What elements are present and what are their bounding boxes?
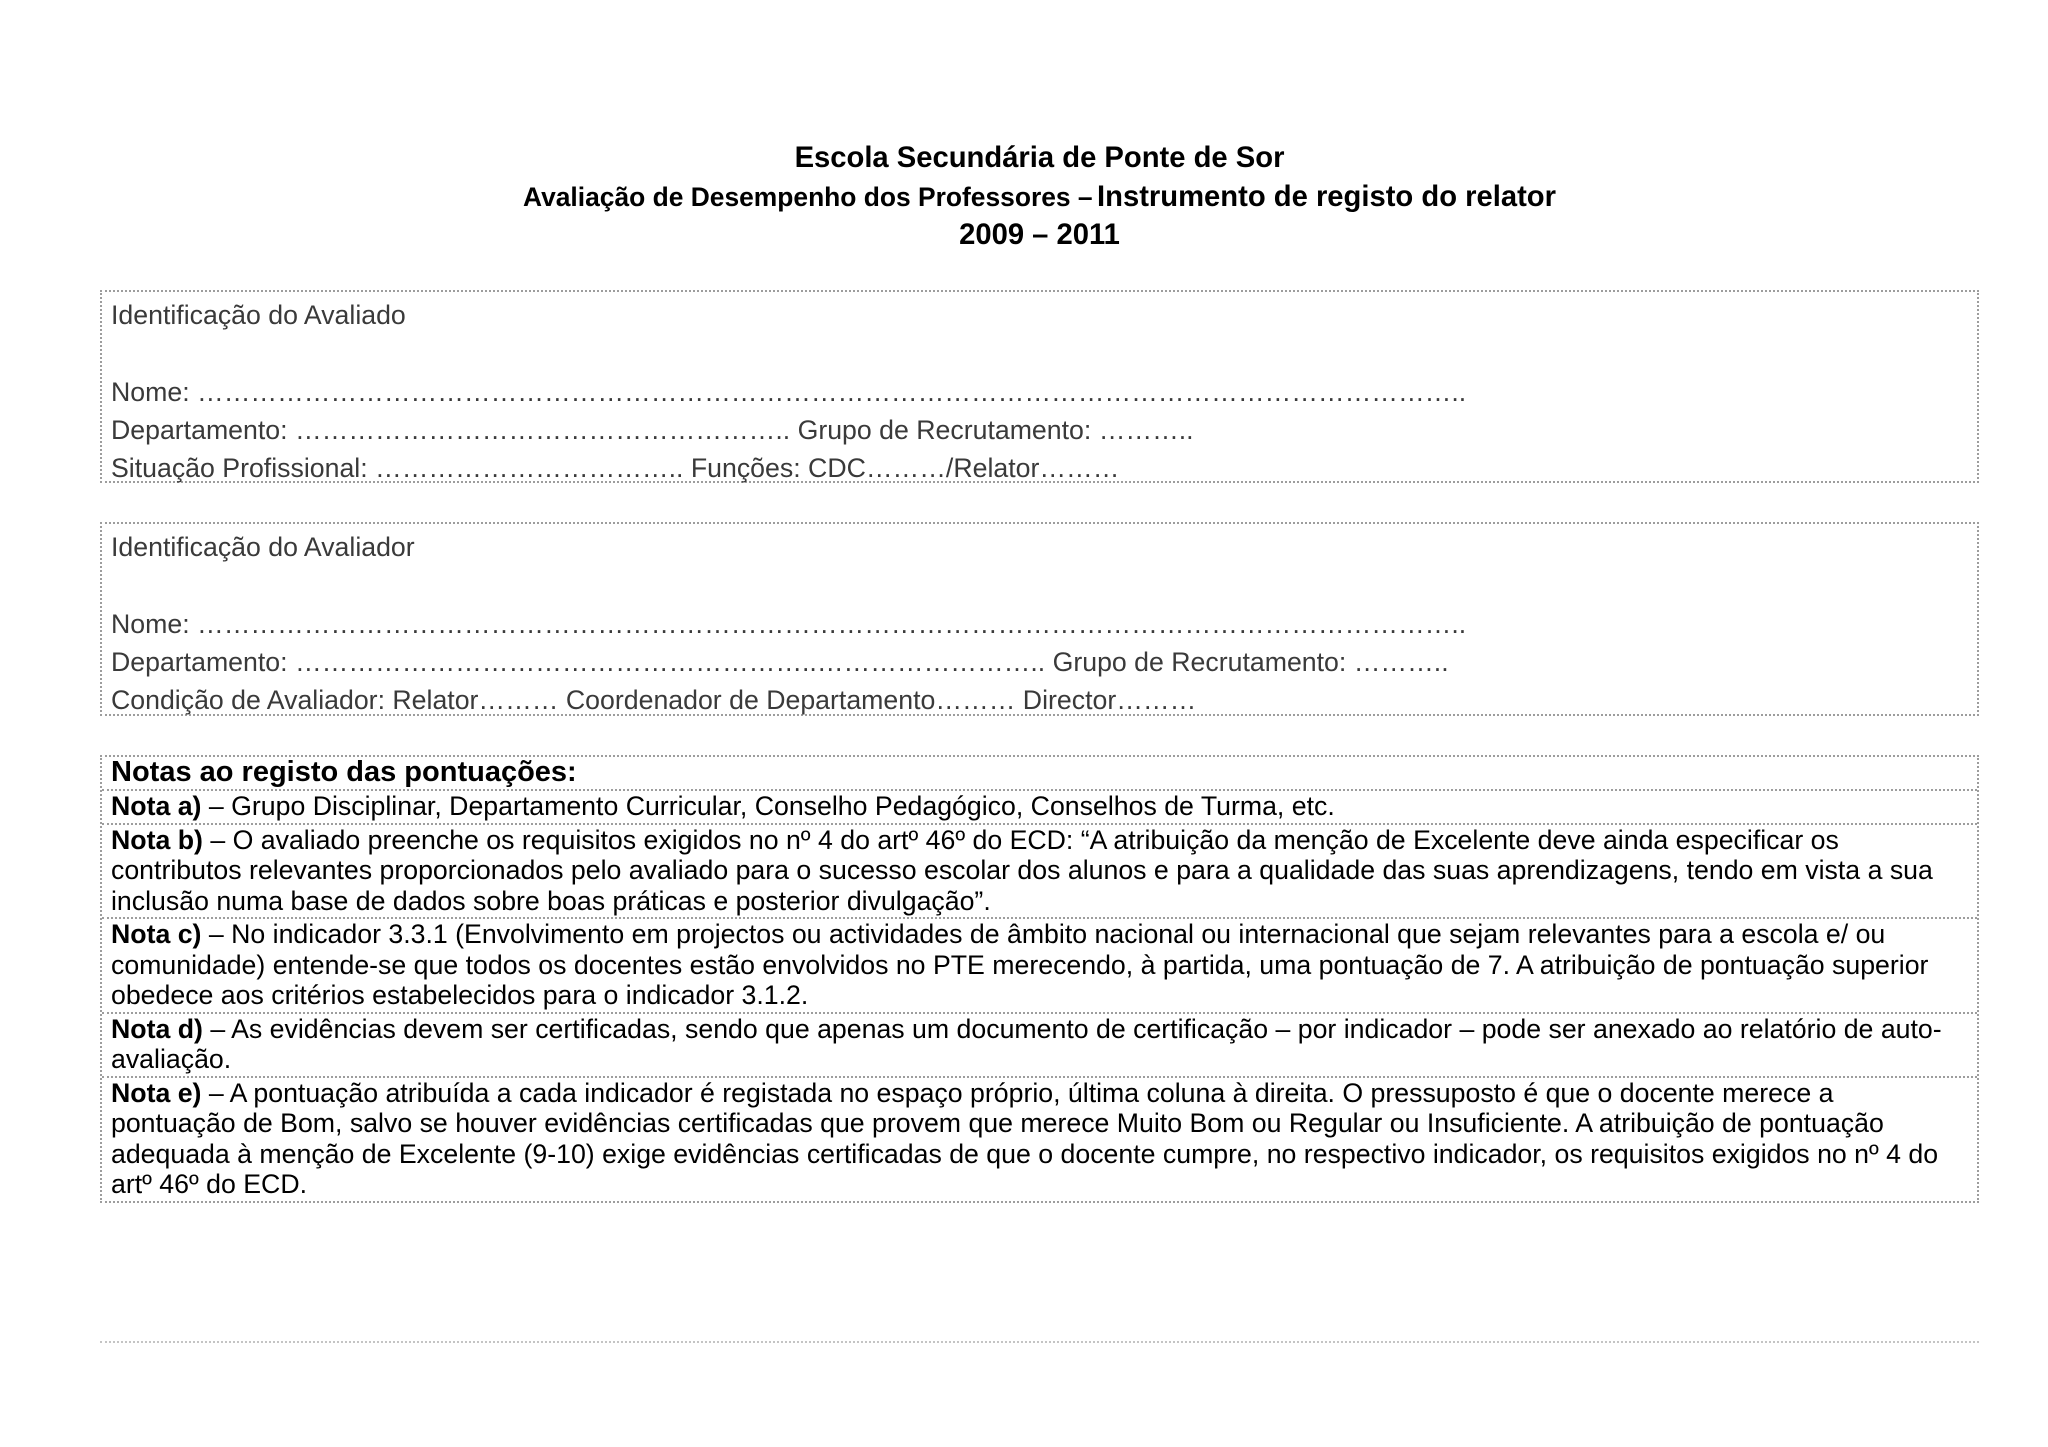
note-text: – A pontuação atribuída a cada indicador é registada no espaço próprio, última coluna à direita. O pressuposto é que o docente merece a <box>208 1077 1834 1108</box>
note-text-line: avaliação. <box>111 1044 232 1074</box>
note-row-e <box>102 1078 1977 1201</box>
evaluee-department-line: Departamento: ……………………………………………….. Grupo de Recrutamento: ……….. <box>111 415 1194 445</box>
note-label: Nota c) <box>111 919 202 949</box>
doc-title: Escola Secundária de Ponte de Sor <box>794 142 1285 174</box>
note-label: Nota b) <box>111 824 203 855</box>
note-text-line: contributos relevantes proporcionados pelo avaliado para o sucesso escolar dos alunos e para a qualidade das suas aprendizagens, tendo em vista a sua <box>111 855 1933 885</box>
note-text-line: comunidade) entende-se que todos os docentes estão envolvidos no PTE merecendo, à partida, uma pontuação de 7. A atribuição de pontuação superior <box>111 949 1929 980</box>
note-text-line <box>111 1078 1968 1109</box>
note-text-line <box>111 919 1968 950</box>
doc-years: 2009 – 2011 <box>959 219 1120 251</box>
evaluator-section-title: Identificação do Avaliador <box>111 532 415 562</box>
note-text: – No indicador 3.3.1 (Envolvimento em projectos ou actividades de âmbito nacional ou internacional que sejam relevantes para a escola e/ ou <box>208 919 1886 949</box>
scoring-notes-table <box>100 755 1979 1203</box>
note-text-line: adequada à menção de Excelente (9-10) exige evidências certificadas de que o docente cumpre, no respectivo indicador, os requisitos exigidos no nº 4 do <box>111 1138 1939 1169</box>
note-text-line: obedece aos critérios estabelecidos para o indicador 3.1.2. <box>111 980 809 1010</box>
note-text-line <box>111 791 1968 822</box>
note-row-c <box>102 919 1977 1014</box>
note-row-d <box>102 1014 1977 1078</box>
note-text: – As evidências devem ser certificadas, sendo que apenas um documento de certificação – por indicador – pode ser anexado ao relatório de auto- <box>210 1013 1942 1044</box>
evaluee-professional-status-line: Situação Profissional: …………………………….. Funções: CDC………/Relator……… <box>111 453 1120 483</box>
note-text: – Grupo Disciplinar, Departamento Curricular, Conselho Pedagógico, Conselhos de Turma, etc. <box>208 791 1335 821</box>
note-text: – O avaliado preenche os requisitos exigidos no nº 4 do artº 46º do ECD: “A atribuição da menção de Excelente deve ainda especificar os <box>210 824 1839 855</box>
note-label: Nota d) <box>111 1013 203 1044</box>
evaluator-condition-line: Condição de Avaliador: Relator……… Coordenador de Departamento……… Director……… <box>111 685 1197 715</box>
note-label: Nota e) <box>111 1077 202 1108</box>
evaluator-identification-box <box>100 522 1979 716</box>
subtitle-part2: Instrumento de registo do relator <box>1097 181 1556 213</box>
note-text-line: inclusão numa base de dados sobre boas práticas e posterior divulgação”. <box>111 885 991 916</box>
note-row-b <box>102 825 1977 920</box>
evaluee-name-line: Nome: …………………………………………………………………………………………………………………………….. <box>111 377 1467 407</box>
note-text-line <box>111 825 1968 856</box>
doc-subtitle <box>100 179 1979 220</box>
evaluator-department-line: Departamento: …………………………………………………..…………………….. Grupo de Recrutamento: ……….. <box>111 647 1449 677</box>
evaluee-section-title: Identificação do Avaliado <box>111 300 406 330</box>
scoring-notes-header-row <box>102 757 1977 791</box>
scoring-notes-header: Notas ao registo das pontuações: <box>111 756 577 788</box>
evaluator-name-line: Nome: …………………………………………………………………………………………………………………………….. <box>111 609 1467 639</box>
note-text-line <box>111 1014 1968 1045</box>
evaluee-identification-box <box>100 290 1979 483</box>
note-row-a <box>102 791 1977 825</box>
footer-divider <box>100 1341 1979 1343</box>
note-text-line: artº 46º do ECD. <box>111 1169 308 1199</box>
note-label: Nota a) <box>111 791 202 821</box>
note-text-line: pontuação de Bom, salvo se houver evidências certificadas que provem que merece Muito Bom ou Regular ou Insuficiente. A atribuição de pontuação <box>111 1108 1884 1138</box>
subtitle-part1: Avaliação de Desempenho dos Professores – <box>523 182 1093 212</box>
